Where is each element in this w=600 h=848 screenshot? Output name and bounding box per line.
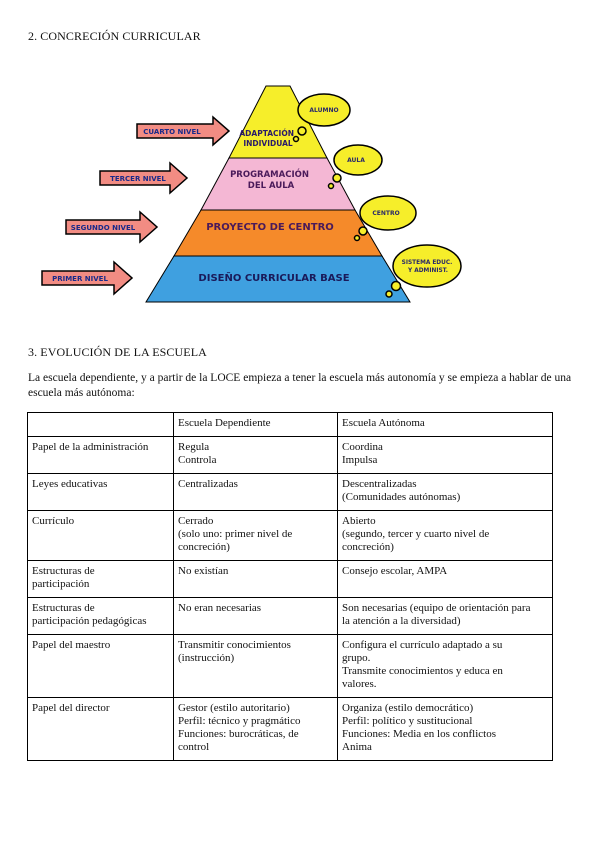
table-row bbox=[28, 474, 553, 511]
pyramid-label-1-line-2: INDIVIDUAL bbox=[243, 139, 293, 148]
cell-line: concreción) bbox=[342, 541, 394, 553]
row-label-cell bbox=[28, 635, 174, 698]
pyramid-label-2-line-2: DEL AULA bbox=[247, 181, 295, 191]
arrow-tercer-nivel-label: TERCER NIVEL bbox=[110, 175, 166, 183]
row-label-cell bbox=[28, 698, 174, 761]
cell-line: concreción) bbox=[178, 541, 230, 553]
cloud-sistema-line-1: SISTEMA EDUC. bbox=[401, 260, 453, 266]
dependiente-cell bbox=[174, 598, 338, 635]
cell-line: (instrucción) bbox=[178, 652, 235, 664]
autonoma-cell bbox=[338, 635, 553, 698]
pyramid-level-3 bbox=[174, 210, 382, 256]
table-row bbox=[28, 698, 553, 761]
section-3-title: 3. EVOLUCIÓN DE LA ESCUELA bbox=[28, 345, 207, 359]
pyramid-label-3 bbox=[206, 222, 334, 233]
cloud-sistema bbox=[386, 245, 461, 297]
arrow-primer-nivel bbox=[42, 262, 132, 294]
arrow-segundo-nivel-label: SEGUNDO NIVEL bbox=[70, 224, 136, 232]
autonoma-cell bbox=[338, 511, 553, 561]
cell-line: Perfil: técnico y pragmático bbox=[178, 715, 301, 727]
curriculum-pyramid-diagram bbox=[0, 0, 600, 330]
arrow-segundo-nivel bbox=[66, 212, 157, 242]
pyramid-label-4-line-1: DISEÑO CURRICULAR BASE bbox=[198, 273, 350, 284]
table-header-row bbox=[28, 413, 553, 437]
cell-line: Cerrado bbox=[178, 515, 214, 527]
cell-line: Gestor (estilo autoritario) bbox=[178, 702, 290, 714]
cell-line: la atención a la diversidad) bbox=[342, 615, 461, 627]
autonoma-cell bbox=[338, 698, 553, 761]
cloud-aula bbox=[329, 145, 383, 189]
table-row bbox=[28, 635, 553, 698]
cell-line: Currículo bbox=[32, 515, 75, 527]
cell-line: Perfil: político y sustitucional bbox=[342, 715, 473, 727]
cell-line: Coordina bbox=[342, 441, 383, 453]
autonoma-cell bbox=[338, 437, 553, 474]
cell-line: Transmitir conocimientos bbox=[178, 639, 291, 651]
cell-line: Funciones: burocráticas, de bbox=[178, 728, 299, 740]
arrow-cuarto-nivel bbox=[137, 117, 229, 145]
header-cell-empty bbox=[28, 413, 174, 437]
comparison-table bbox=[27, 412, 553, 761]
cell-line: Consejo escolar, AMPA bbox=[342, 565, 448, 577]
dependiente-cell bbox=[174, 474, 338, 511]
section-2-title: 2. CONCRECIÓN CURRICULAR bbox=[28, 29, 201, 43]
row-label-cell bbox=[28, 598, 174, 635]
row-label-cell bbox=[28, 437, 174, 474]
arrow-cuarto-nivel-label: CUARTO NIVEL bbox=[143, 128, 201, 136]
cell-line: Leyes educativas bbox=[32, 478, 108, 490]
cell-line: Controla bbox=[178, 454, 217, 466]
cloud-centro bbox=[355, 196, 417, 241]
table-row bbox=[28, 561, 553, 598]
header-cell-autonoma: Escuela Autónoma bbox=[338, 413, 553, 437]
arrow-primer-nivel-label: PRIMER NIVEL bbox=[52, 275, 108, 283]
pyramid-label-2-line-1: PROGRAMACIÓN bbox=[230, 170, 309, 180]
dependiente-cell bbox=[174, 437, 338, 474]
cell-line: Papel del maestro bbox=[32, 639, 111, 651]
cell-line: participación bbox=[32, 578, 90, 590]
dependiente-cell bbox=[174, 635, 338, 698]
cell-line: (segundo, tercer y cuarto nivel de bbox=[342, 528, 490, 540]
cell-line: Estructuras de bbox=[32, 602, 95, 614]
row-label-cell bbox=[28, 474, 174, 511]
cloud-alumno-label: ALUMNO bbox=[309, 107, 339, 114]
pyramid-label-1 bbox=[239, 129, 296, 148]
cell-line: Abierto bbox=[342, 515, 376, 527]
cell-line: Son necesarias (equipo de orientación para bbox=[342, 602, 531, 614]
cell-line: No eran necesarias bbox=[178, 602, 262, 614]
cell-line: Papel del director bbox=[32, 702, 110, 714]
arrow-tercer-nivel bbox=[100, 163, 187, 193]
autonoma-cell bbox=[338, 598, 553, 635]
dependiente-cell bbox=[174, 511, 338, 561]
table-body bbox=[28, 437, 553, 761]
cloud-aula-label: AULA bbox=[347, 157, 365, 164]
cell-line: Configura el currículo adaptado a su bbox=[342, 639, 503, 651]
cell-line: Funciones: Media en los conflictos bbox=[342, 728, 496, 740]
intro-paragraph: La escuela dependiente, y a partir de la LOCE empieza a tener la escuela más autonomía y se empieza a hablar de una escuela más autónoma: bbox=[28, 372, 572, 399]
pyramid-label-3-line-1: PROYECTO DE CENTRO bbox=[206, 222, 334, 233]
cell-line: Impulsa bbox=[342, 454, 378, 466]
cell-line: No existían bbox=[178, 565, 229, 577]
cell-line: control bbox=[178, 741, 210, 753]
pyramid-label-4 bbox=[198, 271, 349, 284]
cell-line: Descentralizadas bbox=[342, 478, 417, 490]
cell-line: Regula bbox=[178, 441, 210, 453]
cell-line: Transmite conocimientos y educa en bbox=[342, 665, 503, 677]
dependiente-cell bbox=[174, 698, 338, 761]
cloud-alumno bbox=[294, 94, 351, 142]
pyramid-label-1-line-1: ADAPTACIÓN bbox=[239, 129, 294, 138]
header-cell-dependiente: Escuela Dependiente bbox=[174, 413, 338, 437]
cell-line: Estructuras de bbox=[32, 565, 95, 577]
row-label-cell bbox=[28, 511, 174, 561]
cell-line: Centralizadas bbox=[178, 478, 238, 490]
cloud-centro-label: CENTRO bbox=[372, 210, 400, 217]
cell-line: (solo uno: primer nivel de bbox=[178, 528, 293, 540]
autonoma-cell bbox=[338, 561, 553, 598]
cell-line: Papel de la administración bbox=[32, 441, 149, 453]
cell-line: grupo. bbox=[342, 652, 371, 664]
dependiente-cell bbox=[174, 561, 338, 598]
cell-line: (Comunidades autónomas) bbox=[342, 491, 461, 503]
cloud-sistema-line-2: Y ADMINIST. bbox=[408, 268, 448, 274]
cell-line: Anima bbox=[342, 741, 372, 753]
table-row bbox=[28, 598, 553, 635]
cell-line: participación pedagógicas bbox=[32, 615, 147, 627]
table-row bbox=[28, 511, 553, 561]
cell-line: valores. bbox=[342, 678, 377, 690]
autonoma-cell bbox=[338, 474, 553, 511]
table-row bbox=[28, 437, 553, 474]
row-label-cell bbox=[28, 561, 174, 598]
cell-line: Organiza (estilo democrático) bbox=[342, 702, 474, 714]
